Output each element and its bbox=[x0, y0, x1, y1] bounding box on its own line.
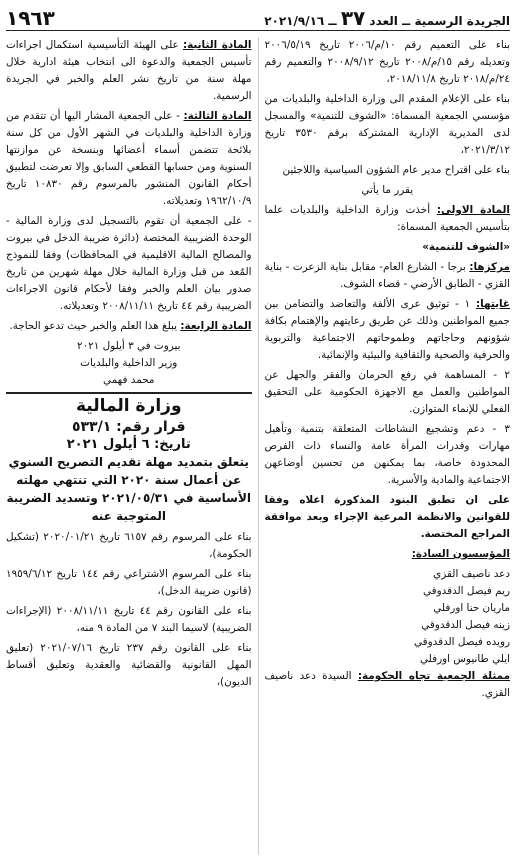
condition-paragraph: على ان تطبق البنود المذكورة اعلاه وفقا للقوانين والانظمة المرعية الإجراء وبعد موافقة المراجع المختصة. bbox=[264, 494, 510, 540]
headquarters-label: مركزها: bbox=[469, 261, 510, 273]
right-column bbox=[259, 37, 511, 855]
columns bbox=[6, 37, 510, 855]
founders-list bbox=[265, 566, 511, 668]
article-2-label: المادة الثانية: bbox=[182, 39, 252, 51]
ministry-heading: وزارة المالية bbox=[6, 392, 252, 415]
representative-label: ممثلة الجمعية تجاه الحكومة: bbox=[357, 670, 510, 682]
basis-paragraph-2: بناء على المرسوم الاشتراعي رقم ١٤٤ تاريخ ١٩٥٩/٦/١٢ (قانون ضريبة الدخل)، bbox=[6, 568, 252, 597]
article-2-text: على الهيئة التأسيسية استكمال اجراءات تأسيس الجمعية والدعوة الى انتخاب هيئة ادارية خلال مهلة سنة من تاريخ نشر العلم والخبر في الجريدة الرسمية. bbox=[6, 39, 252, 102]
founder-name: رويده فيصل الدقدوقي bbox=[414, 636, 510, 648]
article-4-text: يبلغ هذا العلم والخبر حيث تدعو الحاجة. bbox=[9, 320, 178, 332]
article-4-label: المادة الرابعة: bbox=[180, 320, 252, 332]
left-column bbox=[6, 37, 259, 855]
article-1-text: أخذت وزارة الداخلية والبلديات علما بتأسيس الجمعية المسماة: bbox=[264, 204, 510, 233]
founders-label: المؤسسون السادة: bbox=[411, 548, 510, 560]
article-3 bbox=[6, 108, 252, 210]
basis-paragraph-4: بناء على القانون رقم ٢٣٧ تاريخ ٢٠٢١/٠٧/١٦ (تعليق المهل القانونية والقضائية والعقدية وتعليق أقساط الديون)، bbox=[6, 642, 252, 688]
founder-name: ايلي طانيوس اورفلي bbox=[420, 653, 510, 665]
basis-paragraph-1: بناء على المرسوم رقم ٦١٥٧ تاريخ ٢٠٢٠/٠١/٢١ (تشكيل الحكومة)، bbox=[6, 531, 252, 560]
intro-paragraph-1: بناء على التعميم رقم ١٠/م/٢٠٠٦ تاريخ ٢٠٠٦/٥/١٩ وتعديله رقم ١٥/م/٢٠٠٨ تاريخ ٢٠٠٨/٩/١٢ والتعميم رقم ٢٤/م/٢٠١٨ تاريخ ٢٠١٨/١١/٨، bbox=[264, 39, 510, 85]
goal-1: ١ - توثيق عرى الألفة والتعاضد والتضامن بين جميع المواطنين وذلك عن طريق رعايتهم والإهتمام بكافة شؤونهم وحاجاتهم وطموحاتهم الاجتماعية والتربوية والحرفية والصحية والثقافية والبيئية والإنمائية. bbox=[264, 298, 510, 361]
founder-name: زينه فيصل الدقدوقي bbox=[421, 619, 510, 631]
association-name: «الشوف للتنمية» bbox=[422, 241, 510, 253]
goals-label: غايتها: bbox=[475, 298, 510, 310]
decree-number: قرار رقم: ٥٣٣/١ bbox=[71, 419, 186, 435]
gazette-name: الجريدة الرسمية ــ العدد bbox=[369, 14, 510, 28]
intro-paragraph-3: بناء على اقتراح مدير عام الشؤون السياسية واللاجئين bbox=[282, 164, 510, 176]
article-3-registration: - على الجمعية أن تقوم بالتسجيل لدى وزارة المالية - الوحدة الضريبية المختصة (دائرة ضريبة الدخل في بيروت والمصالح المالية الاقليمية في المحافظات) وفقا للنموذج المُعد من قبل وزارة المالية خلال مهلة شهرين من تاريخ صدور بيان العلم والخبر وفقا لأحكام قانون الاجراءات الضريبية رقم ٤٤ تاريخ ٢٠٠٨/١١/١١ وتعديلاته. bbox=[6, 215, 252, 312]
representative-name: السيدة دعد ناصيف القزي. bbox=[264, 670, 510, 699]
basis-paragraph-3: بناء على القانون رقم ٤٤ تاريخ ٢٠٠٨/١١/١١ (الإجراءات الضريبية) لاسيما البند ٧ من المادة ٩ منه، bbox=[6, 605, 252, 634]
headquarters-text: برجا - الشارع العام- مقابل بناية الزعرت - بناية القزي - الطابق الأرضي - قضاء الشوف. bbox=[264, 261, 510, 290]
article-3-label: المادة الثالثة: bbox=[183, 110, 252, 122]
page-number: ١٩٦٣ bbox=[6, 6, 55, 30]
article-2 bbox=[6, 37, 252, 105]
article-4 bbox=[6, 318, 252, 335]
page-header bbox=[6, 6, 510, 31]
decides-heading: يقرر ما يأتي bbox=[361, 184, 414, 196]
gazette-title bbox=[264, 6, 510, 30]
representative bbox=[265, 668, 511, 702]
founder-name: ماريان حنا اورفلي bbox=[433, 602, 510, 614]
founder-name: دعد ناصيف القزي bbox=[433, 568, 510, 580]
signature-name: محمد فهمي bbox=[103, 374, 155, 386]
decree-date: تاريخ: ٦ أيلول ٢٠٢١ bbox=[66, 437, 191, 452]
headquarters bbox=[265, 259, 511, 293]
signature-place-date: بيروت في ٣ أيلول ٢٠٢١ bbox=[77, 340, 181, 352]
article-3-text: - على الجمعية المشار اليها أن تتقدم من وزارة الداخلية والبلديات في الشهر الأول من كل سنة بلائحة تتضمن أسماء أعضائها وبنسخة عن موازنتها السنوية ومن حسابها القطعي السابق وإلا تعرضت لتطبيق أحكام القانون المنشور بالمرسوم رقم ١٠٨٣٠ تاريخ ١٩٦٢/١٠/٩ وتعديلاته. bbox=[6, 110, 252, 207]
decree-subject: يتعلق بتمديد مهلة تقديم التصريح السنوي عن أعمال سنة ٢٠٢٠ التي تنتهي مهلته الأساسية في ٢٠٢١/٠٥/٣١ وتسديد الضريبة المتوجبة عنه bbox=[6, 455, 252, 523]
signature-title: وزير الداخلية والبلديات bbox=[80, 357, 178, 369]
issue-date: ــ ٢٠٢١/٩/١٦ bbox=[264, 14, 337, 28]
goal-2: ٢ - المساهمة في رفع الحرمان والفقر والجهل عن المواطنين والعمل مع الاجهزة الحكومية على التحقيق الفعلي للإنماء المتوازن. bbox=[264, 369, 510, 415]
intro-paragraph-2: بناء على الإعلام المقدم الى وزارة الداخلية والبلديات من مؤسسي الجمعية المسماة: «الشوف للتنمية» والمسجل لدى المديرية الإدارية المشتركة برقم ٣٥٣٠ تاريخ ٢٠٢١/٣/١٢، bbox=[264, 93, 510, 156]
goals bbox=[265, 296, 511, 364]
goal-3: ٣ - دعم وتشجيع النشاطات المتعلقة بتنمية وتأهيل مهارات وقدرات المرأة عامة والنساء ذات الفرص المحدودة خاصة، بما يمكنهن من تحسين أوضاعهن الاجتماعية والمادية والأسرية. bbox=[264, 423, 510, 486]
article-1-label: المادة الاولى: bbox=[436, 204, 510, 216]
issue-number: ٣٧ bbox=[340, 6, 366, 30]
article-1 bbox=[265, 202, 511, 236]
founder-name: ريم فيصل الدقدوقي bbox=[423, 585, 510, 597]
